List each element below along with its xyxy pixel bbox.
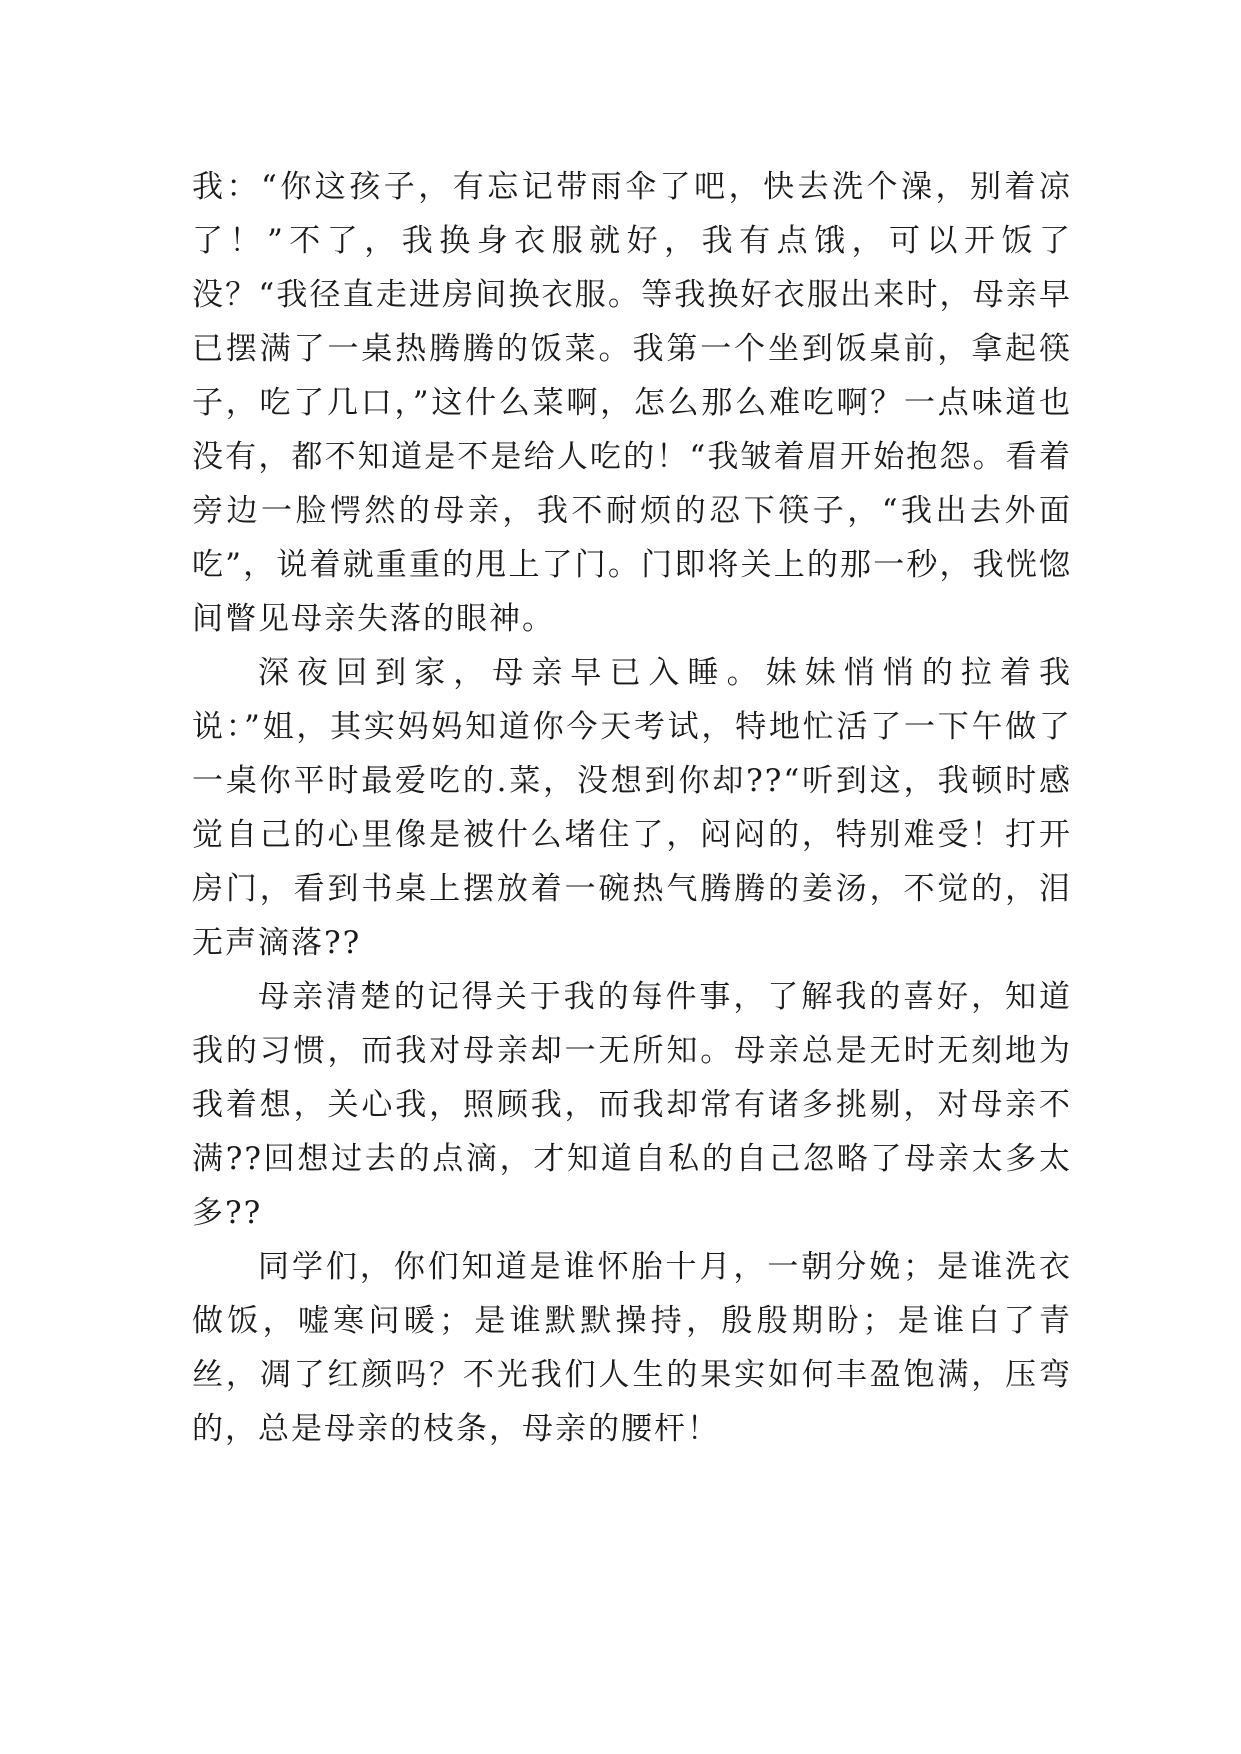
paragraph-1: 我：“你这孩子，有忘记带雨伞了吧，快去洗个澡，别着凉了！”不了，我换身衣服就好，我有点饿，可以开饭了没？“我径直走进房间换衣服。等我换好衣服出来时，母亲早已摆满了一桌热腾腾的饭菜。我第一个坐到饭桌前，拿起筷子，吃了几口，”这什么菜啊，怎么那么难吃啊？一点味道也没有，都不知道是不是给人吃的！“我皱着眉开始抱怨。看着旁边一脸愕然的母亲，我不耐烦的忍下筷子，“我出去外面吃”，说着就重重的甩上了门。门即将关上的那一秒，我恍惚间瞥见母亲失落的眼神。 bbox=[192, 169, 1072, 637]
paragraph-3: 母亲清楚的记得关于我的每件事，了解我的喜好，知道我的习惯，而我对母亲却一无所知。母亲总是无时无刻地为我着想，关心我，照顾我，而我却常有诸多挑剔，对母亲不满??回想过去的点滴，才知道自私的自己忽略了母亲太多太多?? bbox=[192, 979, 1072, 1231]
document-page bbox=[192, 160, 1072, 1456]
paragraph-4: 同学们，你们知道是谁怀胎十月，一朝分娩；是谁洗衣做饭，嘘寒问暖；是谁默默操持，殷殷期盼；是谁白了青丝，凋了红颜吗？不光我们人生的果实如何丰盈饱满，压弯的，总是母亲的枝条，母亲的腰杆！ bbox=[192, 1249, 1072, 1447]
paragraph-2: 深夜回到家，母亲早已入睡。妹妹悄悄的拉着我说：”姐，其实妈妈知道你今天考试，特地忙活了一下午做了一桌你平时最爱吃的.菜，没想到你却??“听到这，我顿时感觉自己的心里像是被什么堵住了，闷闷的，特别难受！打开房门，看到书桌上摆放着一碗热气腾腾的姜汤，不觉的，泪无声滴落?? bbox=[192, 655, 1072, 961]
